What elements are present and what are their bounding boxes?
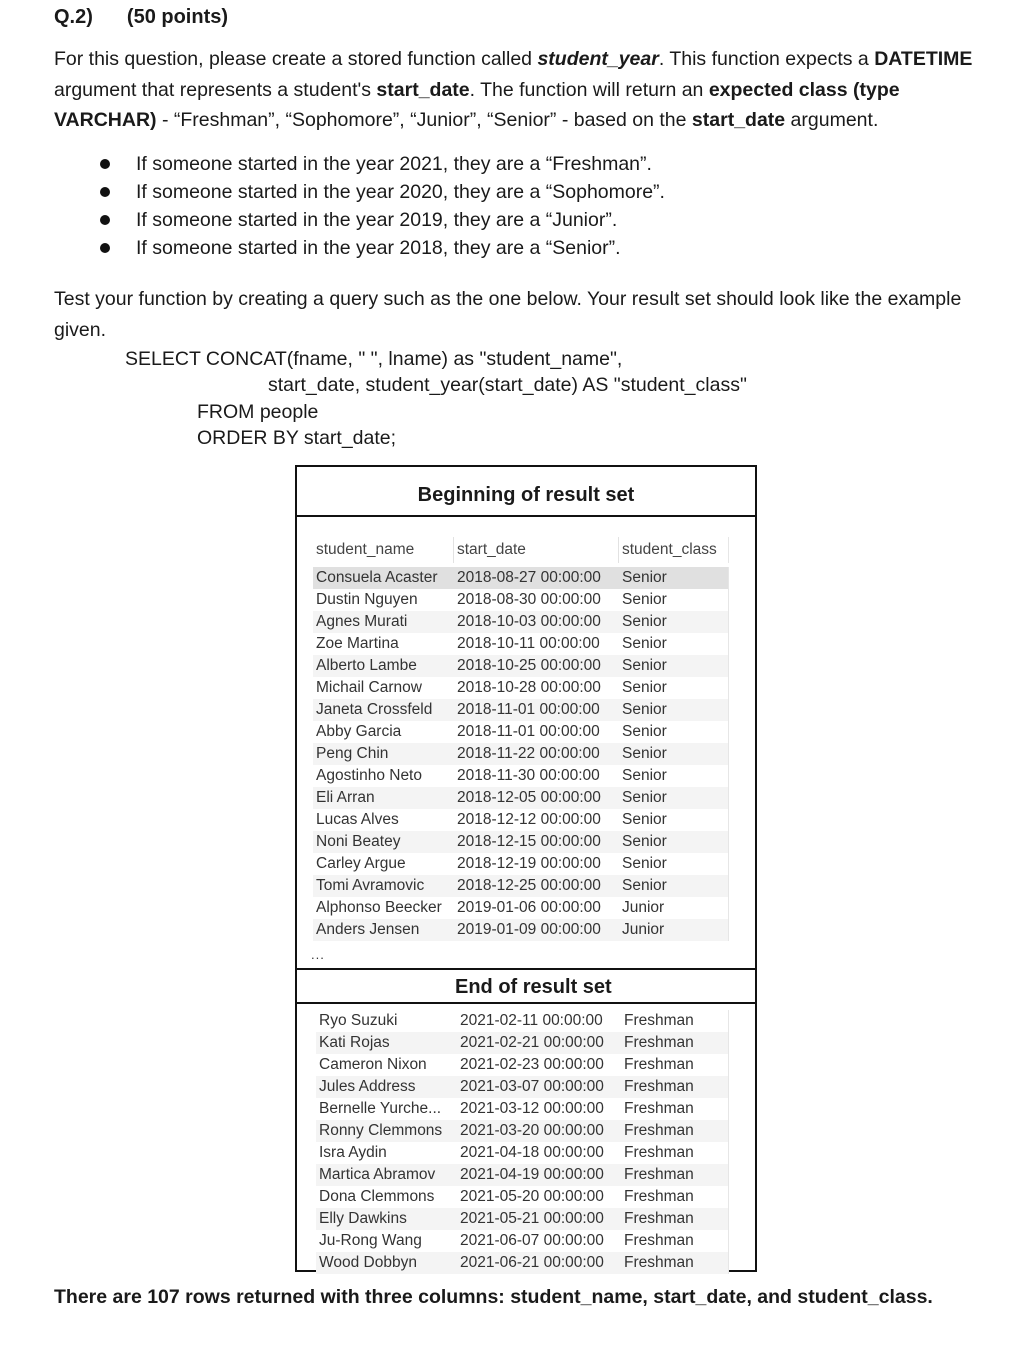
divider: [297, 1002, 755, 1004]
cell-student-class[interactable]: Senior: [619, 853, 729, 875]
ellipsis: ...: [311, 947, 325, 962]
cell-start-date[interactable]: 2019-01-06 00:00:00: [457, 899, 601, 916]
cell-start-date[interactable]: 2018-10-11 00:00:00: [457, 635, 600, 652]
cell-student-class[interactable]: Senior: [619, 787, 729, 809]
table-row[interactable]: [316, 1076, 729, 1098]
result-begin-heading: Beginning of result set: [417, 484, 635, 506]
cell-start-date[interactable]: 2021-05-21 00:00:00: [457, 1208, 621, 1230]
cell-student-class[interactable]: Freshman: [621, 1098, 729, 1120]
sql-line: FROM people: [197, 401, 319, 423]
cell-student-name[interactable]: Tomi Avramovic: [313, 875, 454, 897]
cell-student-class[interactable]: Freshman: [621, 1230, 729, 1252]
cell-student-class[interactable]: Freshman: [621, 1142, 729, 1164]
table-row[interactable]: [316, 1032, 729, 1054]
argument-name: start_date: [376, 78, 470, 101]
cell-student-class[interactable]: Junior: [619, 897, 729, 919]
rule-item: If someone started in the year 2019, they are a “Junior”.: [100, 206, 665, 234]
cell-student-name[interactable]: Bernelle Yurche...: [319, 1100, 442, 1117]
cell-start-date[interactable]: 2018-11-30 00:00:00: [457, 767, 600, 784]
sql-line: SELECT CONCAT(fname, " ", lname) as "student_name",: [125, 348, 623, 370]
cell-start-date[interactable]: 2021-06-07 00:00:00: [460, 1232, 604, 1249]
question-header: [54, 6, 228, 29]
result-grid-beginning: [313, 537, 729, 941]
cell-start-date[interactable]: 2018-10-03 00:00:00: [454, 611, 619, 633]
cell-student-name[interactable]: Consuela Acaster: [313, 567, 454, 589]
cell-start-date[interactable]: 2019-01-09 00:00:00: [454, 919, 619, 941]
cell-student-name[interactable]: Cameron Nixon: [319, 1056, 427, 1073]
cell-start-date[interactable]: 2021-04-18 00:00:00: [460, 1144, 604, 1161]
cell-student-name[interactable]: Alphonso Beecker: [316, 899, 442, 916]
cell-student-class[interactable]: Freshman: [621, 1054, 729, 1076]
table-row[interactable]: [313, 743, 729, 765]
table-row[interactable]: [313, 633, 729, 655]
rules-list: [100, 150, 665, 262]
cell-start-date[interactable]: 2021-02-11 00:00:00: [460, 1012, 603, 1029]
column-header-start-date[interactable]: start_date: [454, 537, 619, 563]
cell-student-class[interactable]: Senior: [619, 765, 729, 787]
cell-student-class[interactable]: Senior: [619, 655, 729, 677]
rule-item: If someone started in the year 2021, they are a “Freshman”.: [100, 150, 665, 178]
cell-start-date[interactable]: 2021-02-23 00:00:00: [460, 1056, 604, 1073]
cell-student-class[interactable]: Senior: [619, 589, 729, 611]
argument-name: start_date: [691, 109, 786, 131]
question-number: Q.2): [54, 6, 93, 28]
cell-student-class[interactable]: Senior: [619, 567, 729, 589]
cell-student-class[interactable]: Senior: [619, 809, 729, 831]
cell-student-name[interactable]: Agostinho Neto: [316, 767, 422, 784]
cell-student-name[interactable]: Alberto Lambe: [313, 655, 454, 677]
cell-start-date[interactable]: 2018-12-12 00:00:00: [457, 811, 601, 828]
cell-student-name[interactable]: Zoe Martina: [316, 635, 399, 652]
cell-student-name[interactable]: Ju-Rong Wang: [319, 1232, 422, 1249]
table-row[interactable]: [313, 655, 729, 677]
cell-student-class[interactable]: Freshman: [621, 1032, 729, 1054]
table-row[interactable]: [313, 809, 729, 831]
cell-student-class[interactable]: Senior: [619, 633, 729, 655]
cell-student-class[interactable]: Junior: [619, 919, 729, 941]
cell-student-class[interactable]: Freshman: [621, 1186, 729, 1208]
cell-student-class[interactable]: Freshman: [621, 1252, 729, 1274]
cell-start-date[interactable]: 2018-08-27 00:00:00: [454, 567, 619, 589]
cell-student-name[interactable]: Isra Aydin: [319, 1144, 387, 1161]
table-row[interactable]: [316, 1120, 729, 1142]
column-header-student-name[interactable]: student_name: [313, 537, 454, 563]
intro-text: - “Freshman”, “Sophomore”, “Junior”, “Senior” - based on the: [156, 109, 692, 131]
cell-student-name[interactable]: Peng Chin: [313, 743, 454, 765]
cell-student-class[interactable]: Freshman: [621, 1010, 729, 1032]
cell-student-name[interactable]: Dustin Nguyen: [316, 591, 418, 608]
cell-student-name[interactable]: Kati Rojas: [316, 1032, 457, 1054]
cell-student-class[interactable]: Senior: [619, 611, 729, 633]
cell-student-name[interactable]: Martica Abramov: [316, 1164, 457, 1186]
column-header-student-class[interactable]: student_class: [619, 537, 729, 563]
cell-start-date[interactable]: 2021-05-20 00:00:00: [460, 1188, 604, 1205]
cell-student-name[interactable]: Lucas Alves: [316, 811, 399, 828]
table-row[interactable]: [313, 721, 729, 743]
argument-type: DATETIME: [874, 48, 973, 70]
table-row[interactable]: [316, 1098, 729, 1120]
table-row[interactable]: [313, 875, 729, 897]
result-grid-end: [316, 1010, 729, 1274]
cell-start-date[interactable]: 2021-03-20 00:00:00: [457, 1120, 621, 1142]
cell-student-class[interactable]: Senior: [619, 875, 729, 897]
sql-line: ORDER BY start_date;: [197, 427, 397, 449]
grid-header-row: [313, 537, 729, 565]
cell-start-date[interactable]: 2018-12-15 00:00:00: [454, 831, 619, 853]
cell-student-class[interactable]: Freshman: [621, 1120, 729, 1142]
table-row[interactable]: [316, 1186, 729, 1208]
cell-start-date[interactable]: 2018-11-01 00:00:00: [457, 723, 600, 740]
cell-student-name[interactable]: Agnes Murati: [313, 611, 454, 633]
divider: [297, 515, 755, 517]
table-row[interactable]: [313, 699, 729, 721]
cell-start-date[interactable]: 2018-12-05 00:00:00: [454, 787, 619, 809]
cell-student-class[interactable]: Senior: [619, 831, 729, 853]
cell-start-date[interactable]: 2018-11-22 00:00:00: [454, 743, 619, 765]
cell-student-name[interactable]: Elly Dawkins: [316, 1208, 457, 1230]
table-row[interactable]: [313, 831, 729, 853]
table-row[interactable]: [316, 1252, 729, 1274]
cell-student-name[interactable]: Dona Clemmons: [319, 1188, 435, 1205]
divider: [297, 968, 755, 970]
cell-start-date[interactable]: 2021-03-07 00:00:00: [457, 1076, 621, 1098]
cell-student-class[interactable]: Freshman: [621, 1208, 729, 1230]
table-row[interactable]: [313, 787, 729, 809]
cell-start-date[interactable]: 2018-10-28 00:00:00: [457, 679, 601, 696]
cell-student-name[interactable]: Carley Argue: [316, 855, 406, 872]
cell-start-date[interactable]: 2018-12-19 00:00:00: [457, 855, 601, 872]
intro-text: . The function will return an: [469, 78, 709, 101]
intro-text: argument that represents a student's: [54, 78, 377, 101]
table-row[interactable]: [313, 897, 729, 919]
cell-start-date[interactable]: 2021-02-21 00:00:00: [457, 1032, 621, 1054]
table-row[interactable]: [313, 567, 729, 589]
intro-text: For this question, please create a stored function called: [54, 48, 538, 70]
table-row[interactable]: [313, 765, 729, 787]
intro-paragraph: [54, 44, 999, 136]
cell-start-date[interactable]: 2021-06-21 00:00:00: [457, 1252, 621, 1274]
cell-student-class[interactable]: Senior: [619, 677, 729, 699]
table-row[interactable]: [316, 1142, 729, 1164]
rule-item: If someone started in the year 2020, they are a “Sophomore”.: [100, 178, 665, 206]
cell-start-date[interactable]: 2021-03-12 00:00:00: [460, 1100, 604, 1117]
question-points: (50 points): [126, 6, 229, 28]
cell-student-name[interactable]: Jules Address: [316, 1076, 457, 1098]
cell-student-name[interactable]: Ronny Clemmons: [316, 1120, 457, 1142]
cell-student-name[interactable]: Anders Jensen: [313, 919, 454, 941]
cell-start-date[interactable]: 2018-08-30 00:00:00: [457, 591, 601, 608]
table-row[interactable]: [313, 919, 729, 941]
sql-line: start_date, student_year(start_date) AS "student_class": [268, 374, 747, 396]
cell-student-name[interactable]: Wood Dobbyn: [316, 1252, 457, 1274]
cell-student-name[interactable]: Noni Beatey: [313, 831, 454, 853]
intro-text: argument.: [785, 109, 879, 131]
footer-note: There are 107 rows returned with three columns: student_name, start_date, and student_class.: [54, 1286, 933, 1308]
result-end-heading: End of result set: [455, 976, 612, 998]
cell-student-class[interactable]: Freshman: [621, 1076, 729, 1098]
table-row[interactable]: [313, 853, 729, 875]
cell-student-name[interactable]: Eli Arran: [313, 787, 454, 809]
cell-student-class[interactable]: Senior: [619, 721, 729, 743]
intro-text: . This function expects a: [658, 48, 875, 70]
function-name: student_year: [537, 48, 659, 70]
table-row[interactable]: [313, 677, 729, 699]
rule-item: If someone started in the year 2018, they are a “Senior”.: [100, 234, 665, 262]
result-set-box: [295, 465, 757, 1272]
cell-start-date[interactable]: 2018-12-25 00:00:00: [454, 875, 619, 897]
table-row[interactable]: [313, 611, 729, 633]
cell-student-name[interactable]: Abby Garcia: [316, 723, 402, 740]
cell-student-name[interactable]: Michail Carnow: [316, 679, 422, 696]
cell-student-class[interactable]: Senior: [619, 699, 729, 721]
cell-student-name[interactable]: Janeta Crossfeld: [313, 699, 454, 721]
cell-student-class[interactable]: Senior: [619, 743, 729, 765]
table-row[interactable]: [316, 1054, 729, 1076]
cell-start-date[interactable]: 2018-11-01 00:00:00: [454, 699, 619, 721]
cell-start-date[interactable]: 2018-10-25 00:00:00: [454, 655, 619, 677]
cell-start-date[interactable]: 2021-04-19 00:00:00: [457, 1164, 621, 1186]
table-row[interactable]: [313, 589, 729, 611]
return-type: expected class (type VARCHAR): [54, 78, 900, 131]
test-instructions: Test your function by creating a query such as the one below. Your result set should look like the example given.: [54, 288, 962, 341]
table-row[interactable]: [316, 1010, 729, 1032]
cell-student-name[interactable]: Ryo Suzuki: [319, 1012, 398, 1029]
table-row[interactable]: [316, 1164, 729, 1186]
table-row[interactable]: [316, 1230, 729, 1252]
table-row[interactable]: [316, 1208, 729, 1230]
cell-student-class[interactable]: Freshman: [621, 1164, 729, 1186]
